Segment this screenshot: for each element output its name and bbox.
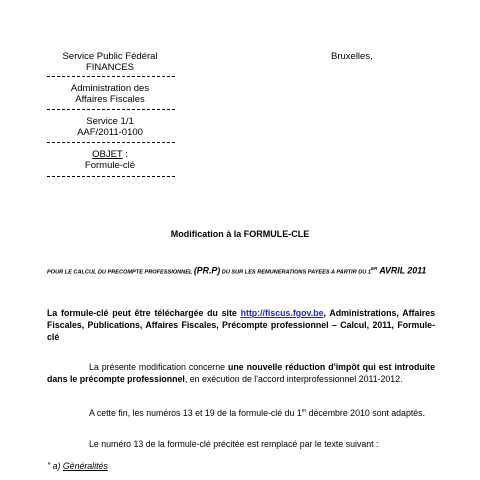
objet-label: OBJET [92, 149, 123, 160]
para2-b: décembre 2010 sont adaptés. [306, 407, 426, 418]
subtitle-part-2: (PR.P) [193, 265, 221, 276]
subtitle [47, 264, 435, 277]
fiscus-link[interactable]: http://fiscus.fgov.be [240, 308, 324, 318]
administration [45, 83, 175, 105]
subtitle-part-3: DU SUR LES REMUNERATIONS PAYEES A PARTIR DU 1 [220, 269, 371, 276]
para2-sup: er [301, 408, 307, 414]
paragraph-3 [47, 438, 435, 450]
objet-block [45, 149, 175, 171]
admin-line-2: Affaires Fiscales [75, 94, 145, 105]
divider [47, 109, 175, 110]
quote-marker: " a) [47, 461, 63, 471]
download-paragraph [47, 307, 435, 343]
service-reference [45, 116, 175, 138]
subtitle-part-4: AVRIL 2011 [377, 265, 427, 276]
download-text-after: , Administrations, Affaires Fiscales, Publications, Affaires Fiscales, Précompte professionnel – Calcul, 2011, Formule-clé [47, 308, 435, 342]
para2-a: A cette fin, les numéros 13 et 19 de la formule-clé du 1 [89, 407, 302, 418]
objet-colon: : [122, 149, 128, 160]
para1-a: La présente modification concerne [89, 362, 228, 372]
city: Bruxelles, [331, 51, 373, 62]
divider [47, 76, 175, 77]
document-title: Modification à la FORMULE-CLE [170, 229, 310, 239]
objet-heading [45, 149, 175, 160]
paragraph-2 [47, 405, 435, 419]
para3-text: Le numéro 13 de la formule-clé précitée est remplacé par le texte suivant : [89, 439, 379, 449]
para1-b: une nouvelle réduction d'impôt qui est introduite dans le précompte professionnel [47, 362, 435, 384]
subtitle-sup: ER [370, 266, 378, 271]
download-text-before: La formule-clé peut être téléchargée du site [47, 308, 241, 318]
service-line-2: AAF/2011-0100 [77, 127, 143, 138]
subtitle-part-1: POUR LE CALCUL DU PRECOMPTE PROFESSIONNEL [47, 269, 194, 276]
org-name [45, 51, 175, 73]
divider [47, 142, 175, 143]
admin-line-1: Administration des [70, 83, 150, 94]
para1-c: , en exécution de l'accord interprofessionnel 2011-2012. [184, 374, 403, 384]
divider [47, 176, 175, 177]
org-line-2: FINANCES [85, 62, 135, 73]
service-line-1: Service 1/1 [86, 116, 134, 127]
objet-value: Formule-clé [84, 160, 136, 171]
section-heading [47, 461, 108, 471]
paragraph-1 [47, 361, 435, 385]
generalites-heading: Généralités [62, 461, 108, 471]
org-line-1: Service Public Fédéral [62, 51, 158, 62]
